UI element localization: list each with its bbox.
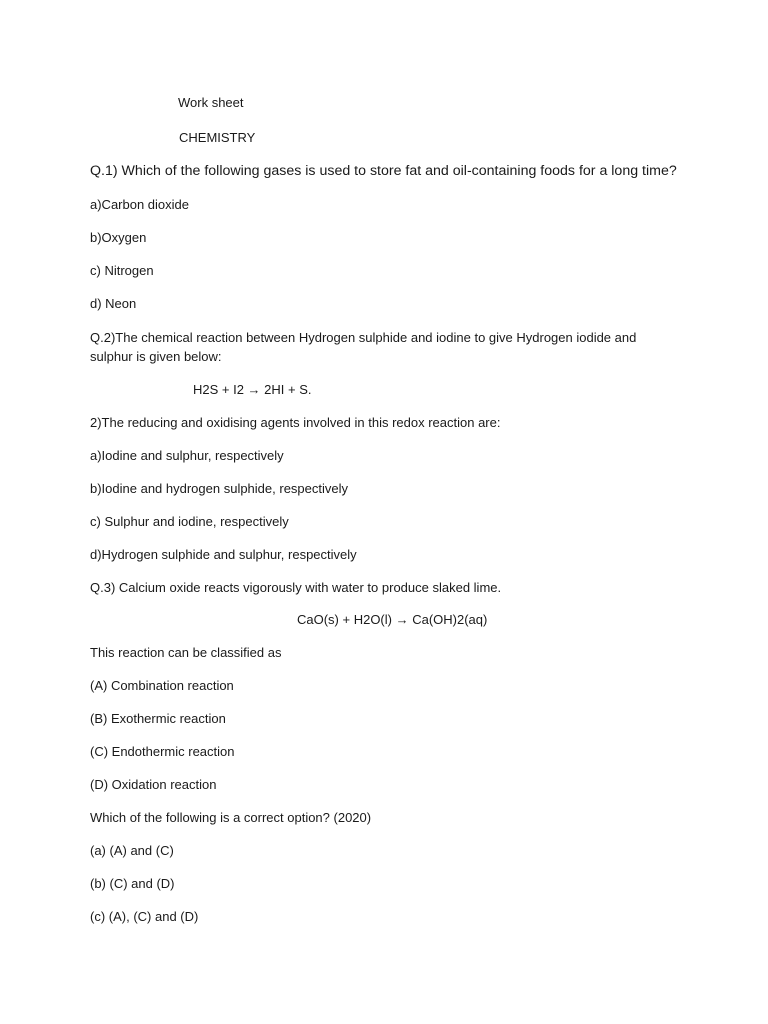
question-2-prompt: 2)The reducing and oxidising agents involved in this redox reaction are:	[90, 415, 501, 430]
question-3-statement-b: (B) Exothermic reaction	[90, 711, 226, 726]
question-3-option-a: (a) (A) and (C)	[90, 843, 174, 858]
question-3-statement-d: (D) Oxidation reaction	[90, 777, 217, 792]
question-3-statement-a: (A) Combination reaction	[90, 678, 234, 693]
question-3-equation: CaO(s) + H2O(l) → Ca(OH)2(aq)	[297, 612, 488, 627]
question-3-option-b: (b) (C) and (D)	[90, 876, 175, 891]
question-3-prompt: This reaction can be classified as	[90, 645, 282, 660]
question-1-option-b: b)Oxygen	[90, 230, 147, 245]
question-2-text: Q.2)The chemical reaction between Hydrogen sulphide and iodine to give Hydrogen iodide and sulphur is given below:	[90, 330, 637, 364]
question-2-equation: H2S + I2 → 2HI + S.	[193, 382, 312, 397]
worksheet-title: Work sheet	[178, 95, 244, 110]
question-1-option-a: a)Carbon dioxide	[90, 197, 190, 212]
question-2-option-b: b)Iodine and hydrogen sulphide, respectively	[90, 481, 349, 496]
question-3-option-c: (c) (A), (C) and (D)	[90, 909, 199, 924]
question-1-text: Q.1) Which of the following gases is used to store fat and oil-containing foods for a long time?	[90, 163, 677, 179]
question-3-statement-c: (C) Endothermic reaction	[90, 744, 235, 759]
question-3-text: Q.3) Calcium oxide reacts vigorously with water to produce slaked lime.	[90, 580, 502, 595]
subject-heading: CHEMISTRY	[179, 130, 256, 145]
question-2-option-c: c) Sulphur and iodine, respectively	[90, 514, 289, 529]
question-2-option-a: a)Iodine and sulphur, respectively	[90, 448, 284, 463]
question-3-sub-question: Which of the following is a correct option? (2020)	[90, 810, 372, 825]
question-2-option-d: d)Hydrogen sulphide and sulphur, respectively	[90, 547, 357, 562]
question-1-option-d: d) Neon	[90, 296, 137, 311]
question-1-option-c: c) Nitrogen	[90, 263, 154, 278]
